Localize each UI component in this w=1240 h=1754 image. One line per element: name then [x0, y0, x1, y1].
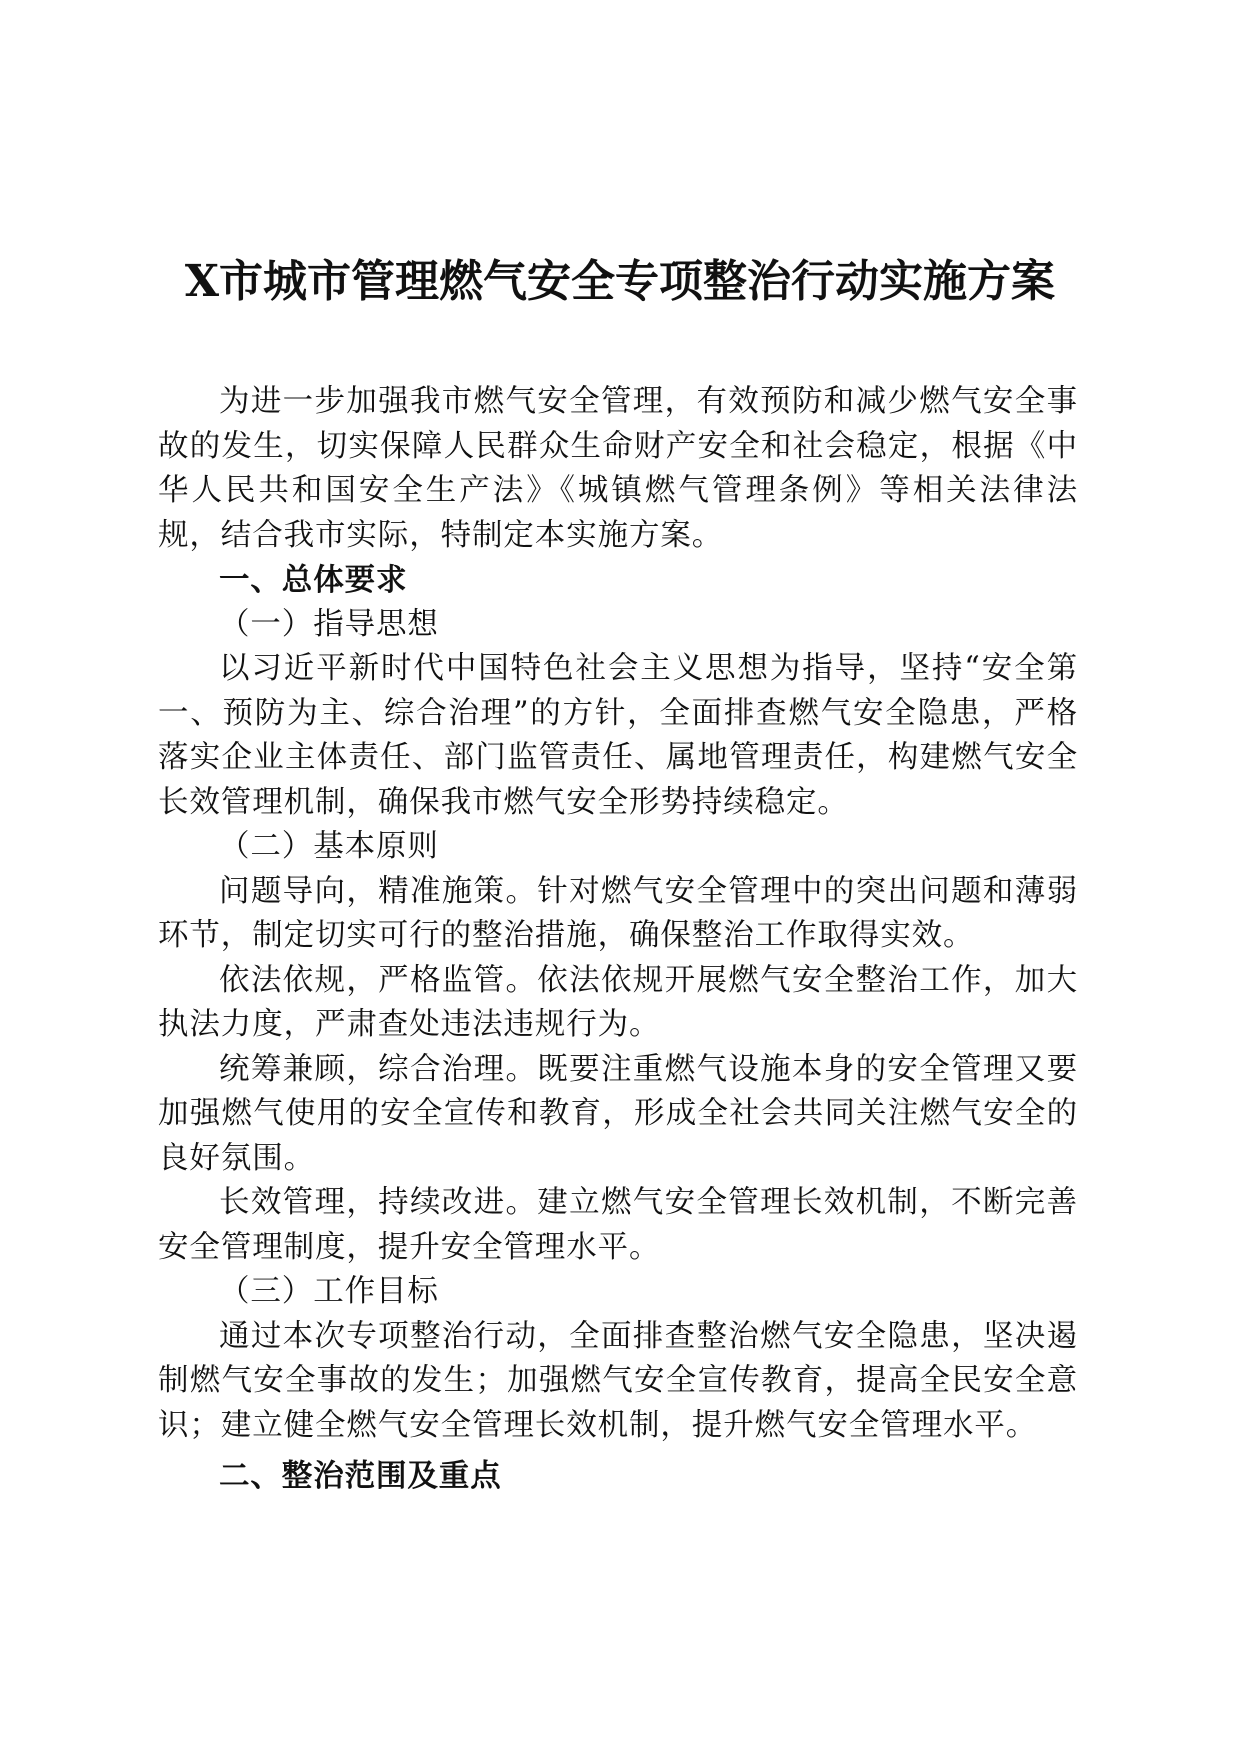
subsection-heading-guiding-ideology: （一）指导思想	[219, 606, 439, 642]
document-title: X市城市管理燃气安全专项整治行动实施方案	[184, 256, 1056, 307]
work-goals-paragraph: 通过本次专项整治行动，全面排查整治燃气安全隐患，坚决遏制燃气安全事故的发生；加强燃气安全宣传教育，提高全民安全意识；建立健全燃气安全管理长效机制，提升燃气安全管理水平。	[158, 1318, 1078, 1443]
guiding-ideology-paragraph: 以习近平新时代中国特色社会主义思想为指导，坚持“安全第一、预防为主、综合治理”的方针，全面排查燃气安全隐患，严格落实企业主体责任、部门监管责任、属地管理责任，构建燃气安全长效管理机制，确保我市燃气安全形势持续稳定。	[158, 651, 1078, 820]
intro-paragraph: 为进一步加强我市燃气安全管理，有效预防和减少燃气安全事故的发生，切实保障人民群众生命财产安全和社会稳定，根据《中华人民共和国安全生产法》《城镇燃气管理条例》等相关法律法规，结合我市实际，特制定本实施方案。	[158, 384, 1078, 553]
principle-paragraph: 统筹兼顾，综合治理。既要注重燃气设施本身的安全管理又要加强燃气使用的安全宣传和教育，形成全社会共同关注燃气安全的良好氛围。	[158, 1051, 1078, 1176]
principle-paragraph: 依法依规，严格监管。依法依规开展燃气安全整治工作，加大执法力度，严肃查处违法违规行为。	[158, 962, 1078, 1042]
principle-paragraph: 长效管理，持续改进。建立燃气安全管理长效机制，不断完善安全管理制度，提升安全管理水平。	[158, 1185, 1078, 1265]
document-body	[158, 380, 1078, 1499]
section-heading-scope-and-focus: 二、整治范围及重点	[219, 1458, 502, 1494]
section-heading-overall-requirements: 一、总体要求	[219, 562, 408, 598]
subsection-heading-work-goals: （三）工作目标	[219, 1274, 439, 1309]
principle-paragraph: 问题导向，精准施策。针对燃气安全管理中的突出问题和薄弱环节，制定切实可行的整治措施，确保整治工作取得实效。	[158, 873, 1078, 953]
subsection-heading-basic-principles: （二）基本原则	[219, 829, 439, 864]
